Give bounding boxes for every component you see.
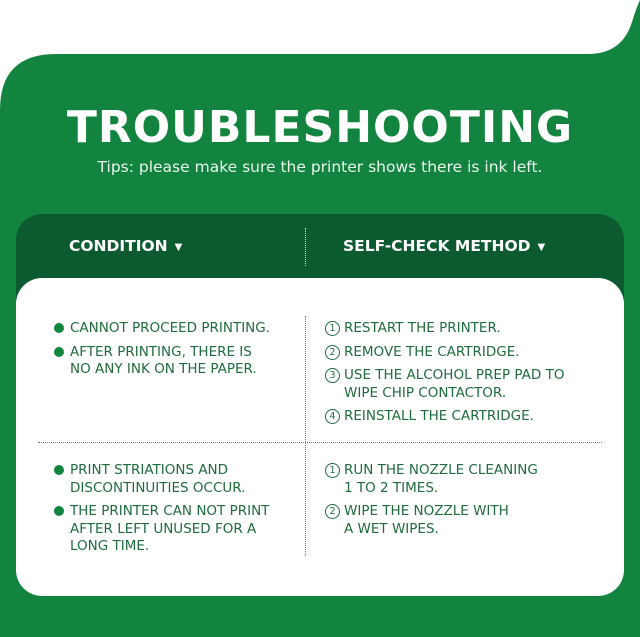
condition-text: AFTER PRINTING, THERE IS NO ANY INK ON THE PAPER. [70,343,257,377]
method-item [325,408,615,426]
bullet-dot-icon [54,347,64,357]
method-item [325,320,615,338]
table-header [16,214,624,278]
row-2-conditions [54,462,294,562]
row-divider [38,442,602,443]
step-number-icon: 3 [325,368,340,383]
step-number-icon: 2 [325,504,340,519]
step-number-icon: 4 [325,409,340,424]
header-divider [305,228,306,266]
self-check-method-header-label: SELF-CHECK METHOD [343,237,531,255]
condition-text: THE PRINTER CAN NOT PRINT AFTER LEFT UNUSED FOR A LONG TIME. [70,503,270,554]
condition-text: PRINT STRIATIONS AND DISCONTINUITIES OCCUR. [70,462,246,496]
method-item [325,462,615,497]
step-number-icon: 1 [325,321,340,336]
bullet-dot-icon [54,323,64,333]
condition-item [54,503,294,556]
table-body [16,278,624,596]
method-text: RUN THE NOZZLE CLEANING 1 TO 2 TIMES. [344,462,538,496]
bullet-dot-icon [54,506,64,516]
method-text: REINSTALL THE CARTRIDGE. [344,408,534,424]
condition-item [54,320,294,338]
method-text: RESTART THE PRINTER. [344,320,501,336]
tips-text: Tips: please make sure the printer shows there is ink left. [97,158,543,176]
method-item [325,367,615,402]
method-text: WIPE THE NOZZLE WITH A WET WIPES. [344,503,509,537]
caret-down-icon: ▼ [174,242,183,253]
row-2-methods [325,462,615,544]
column-divider [305,316,306,556]
step-number-icon: 2 [325,345,340,360]
self-check-method-header[interactable] [343,234,545,261]
condition-item [54,462,294,497]
method-text: USE THE ALCOHOL PREP PAD TO WIPE CHIP CONTACTOR. [344,367,565,401]
bullet-dot-icon [54,465,64,475]
method-item [325,503,615,538]
method-item [325,344,615,362]
condition-text: CANNOT PROCEED PRINTING. [70,320,271,336]
condition-header[interactable] [69,234,182,261]
troubleshooting-table [16,214,624,596]
row-1-conditions [54,320,294,385]
caret-down-icon: ▼ [537,242,546,253]
page-title: TROUBLESHOOTING [66,102,574,153]
step-number-icon: 1 [325,463,340,478]
row-1-methods [325,320,615,432]
condition-header-label: CONDITION [69,237,168,255]
method-text: REMOVE THE CARTRIDGE. [344,343,520,360]
condition-item [54,344,294,379]
